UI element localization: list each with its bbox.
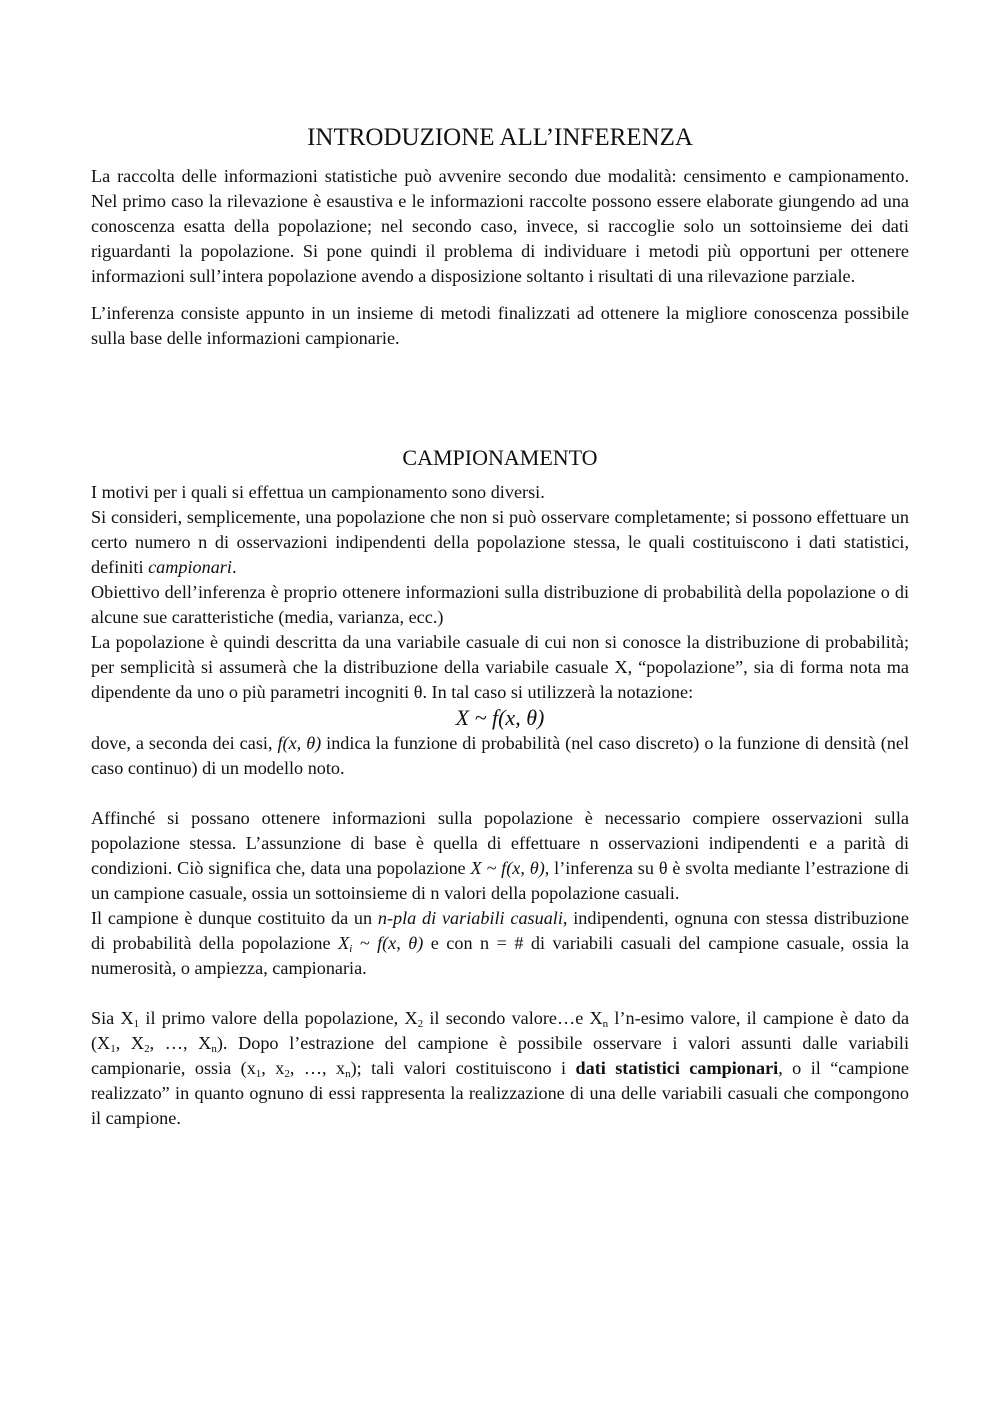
sampling-paragraph-4: La popolazione è quindi descritta da una variabile casuale di cui non si conosce la distribuzione di probabilità; per semplicità si assumerà che la distribuzione della variabile casuale X, “popolazione”, sia di forma nota ma dipendente da uno o più parametri incogniti θ. In tal caso si utilizzerà la notazione: [91,632,909,702]
italic-formula: f(x, θ) [277,733,322,753]
sample-text: , indipendenti, ognuna con stessa distribuzione di probabilità della popolazione [91,908,909,953]
values-text: ); tali valori costituiscono i [350,1058,576,1078]
sampling-text: Si consideri, semplicemente, una popolazione che non si può osservare completamente; si possono effettuare un certo numero n di osservazioni indipendenti della popolazione stessa, le quali costituiscono i dati statistici, definiti [91,507,909,577]
sample-paragraph-1 [91,806,909,906]
sample-text: e con n = # di variabili casuali del campione casuale, ossia la numerosità, o ampiezza, campionaria. [91,933,909,978]
section-title-campionamento: CAMPIONAMENTO [402,445,598,470]
values-text: , x [261,1058,285,1078]
subscript: n [345,1068,351,1080]
values-text: il primo valore della popolazione, X [139,1008,418,1028]
values-text: Sia X [91,1008,134,1028]
sampling-line-1: I motivi per i quali si effettua un campionamento sono diversi. [91,482,545,502]
values-text: , …, x [289,1058,346,1078]
values-text: , …, X [149,1033,212,1053]
variable-x: X [338,933,350,953]
values-paragraph [91,1006,909,1131]
subscript: i [349,943,353,955]
subscript: 2 [417,1018,424,1030]
intro-paragraph-2: L’inferenza consiste appunto in un insieme di metodi finalizzati ad ottenere la migliore conoscenza possibile sulla base delle informazioni campionarie. [91,303,909,348]
subscript: 1 [133,1018,140,1030]
document-title: INTRODUZIONE ALL’INFERENZA [307,124,693,151]
sampling-paragraph-5 [91,731,909,781]
sampling-paragraph-2 [91,505,909,580]
sampling-text: dove, a seconda dei casi, [91,733,278,753]
intro-paragraph-1: La raccolta delle informazioni statistiche può avvenire secondo due modalità: censimento e campionamento. Nel primo caso la rilevazione è esaustiva e le informazioni raccolte possono essere elaborate giungendo ad una conoscenza esatta della popolazione; nel secondo caso, invece, si raccoglie solo un sottoinsieme dei dati riguardanti la popolazione. Si pone quindi il problema di individuare i metodi più opportuni per ottenere informazioni sull’intera popolazione avendo a disposizione soltanto i risultati di una rilevazione parziale. [91,166,909,286]
values-text: , X [115,1033,145,1053]
subscript: n [602,1018,609,1030]
values-text: ). Dopo l’estrazione del campione è possibile osservare i valori assunti dalle variabili campionarie, ossia (x [91,1033,910,1078]
values-text: l’n-esimo valore, il campione è dato da (X [91,1008,910,1053]
values-text: , o il “campione realizzato” in quanto ognuno di essi rappresenta la realizzazione di una delle variabili casuali che compongono il campione. [91,1058,909,1128]
italic-formula: X ~ f(x, θ) [470,858,545,878]
sample-text: Il campione è dunque costituito da un [91,908,378,928]
sampling-text: . [231,557,237,577]
document-page [91,120,909,1131]
italic-formula [338,933,423,953]
formula-rest: ~ f(x, θ) [352,933,424,953]
bold-term: dati statistici campionari [575,1058,779,1078]
sample-paragraph-2 [91,906,909,981]
subscript: n [211,1043,217,1055]
subscript: 1 [255,1068,262,1080]
subscript: 1 [110,1043,116,1055]
italic-term: campionari [148,557,232,577]
subscript: 2 [144,1043,150,1055]
values-text: il secondo valore…e X [423,1008,603,1028]
italic-term: n-pla di variabili casuali [377,908,563,928]
subscript: 2 [284,1068,290,1080]
sample-text: Affinché si possano ottenere informazioni sulla popolazione è necessario compiere osservazioni sulla popolazione stessa. L’assunzione di base è quella di effettuare n osservazioni indipendenti e a parità di condizioni. Ciò significa che, data una popolazione [91,808,909,878]
formula: X ~ f(x, θ) [455,705,545,730]
sampling-paragraph-3: Obiettivo dell’inferenza è proprio ottenere informazioni sulla distribuzione di probabilità della popolazione o di alcune sue caratteristiche (media, varianza, ecc.) [91,582,909,627]
sample-text: , l’inferenza su θ è svolta mediante l’estrazione di un campione casuale, ossia un sottoinsieme di n valori della popolazione casuali. [91,858,910,903]
sampling-text: indica la funzione di probabilità (nel caso discreto) o la funzione di densità (nel caso continuo) di un modello noto. [91,733,909,778]
